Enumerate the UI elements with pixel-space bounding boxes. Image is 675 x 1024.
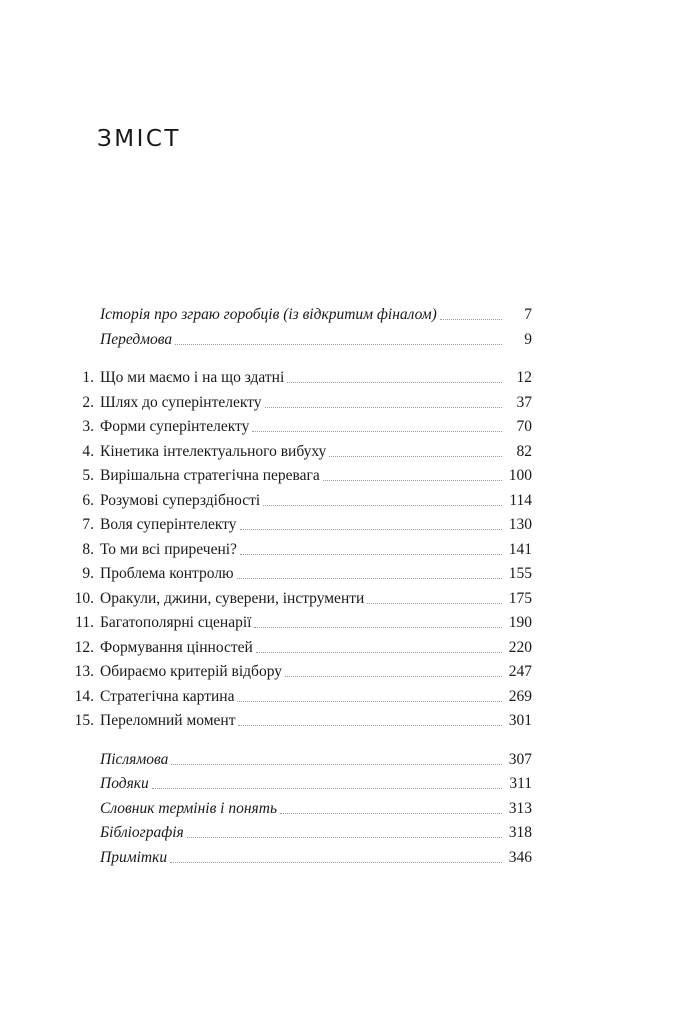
toc-chapter[interactable] <box>0 440 675 465</box>
dot-leader <box>265 406 502 408</box>
chapter-title: Воля суперінтелекту <box>100 516 237 533</box>
dot-leader <box>171 763 502 765</box>
toc-entry-page: 318 <box>508 824 532 841</box>
toc-entry[interactable] <box>0 328 675 353</box>
toc-chapter[interactable] <box>0 464 675 489</box>
dot-leader <box>287 381 502 383</box>
toc-entry-title: Історія про зграю горобців (із відкритим фіналом) <box>100 306 437 323</box>
toc-entry-line <box>100 660 532 685</box>
toc-chapter[interactable] <box>0 538 675 563</box>
dot-leader <box>323 479 502 481</box>
toc-entry-line <box>100 587 532 612</box>
dot-leader <box>254 626 502 628</box>
toc-entry-page: 313 <box>508 799 532 817</box>
toc-entry-line <box>100 328 532 353</box>
chapter-page: 37 <box>516 393 532 411</box>
dot-leader <box>329 455 502 457</box>
toc-chapter[interactable] <box>0 636 675 661</box>
toc-entry-line <box>100 440 532 465</box>
dot-leader <box>187 836 502 838</box>
chapter-number: 4. <box>82 442 94 460</box>
toc-chapter[interactable] <box>0 391 675 416</box>
chapter-number: 15. <box>74 712 94 729</box>
toc-chapter[interactable] <box>0 562 675 587</box>
toc-chapter[interactable] <box>0 489 675 514</box>
toc-chapter[interactable] <box>0 685 675 710</box>
back-matter-list <box>0 748 675 871</box>
chapter-number: 1. <box>82 369 94 386</box>
toc-entry-line <box>100 748 532 773</box>
chapter-page: 269 <box>508 687 532 705</box>
chapter-page: 155 <box>508 565 532 582</box>
chapter-number: 5. <box>82 467 94 484</box>
toc-entry-line <box>100 709 532 734</box>
toc-entry[interactable] <box>0 303 675 328</box>
toc-entry-title: Подяки <box>100 775 149 792</box>
toc-entry-line <box>100 513 532 538</box>
toc-entry-title: Післямова <box>100 750 169 768</box>
chapter-number: 9. <box>82 565 94 582</box>
chapter-title: Розумові суперздібності <box>100 491 261 509</box>
chapter-number: 6. <box>82 491 94 509</box>
toc-entry-line <box>100 464 532 489</box>
toc-chapter[interactable] <box>0 660 675 685</box>
chapter-number: 12. <box>74 638 94 656</box>
toc-chapter[interactable] <box>0 587 675 612</box>
toc-entry[interactable] <box>0 846 675 871</box>
dot-leader <box>256 651 502 653</box>
dot-leader <box>240 553 502 555</box>
toc-chapter[interactable] <box>0 709 675 734</box>
chapter-page: 12 <box>516 369 532 386</box>
chapter-number: 11. <box>75 614 94 631</box>
toc-entry[interactable] <box>0 821 675 846</box>
dot-leader <box>252 430 502 432</box>
toc-entry[interactable] <box>0 797 675 822</box>
chapter-number: 3. <box>82 418 94 435</box>
chapter-page: 82 <box>516 442 532 460</box>
toc-entry-line <box>100 846 532 871</box>
toc-entry-line <box>100 562 532 587</box>
toc-entry-page: 9 <box>524 330 532 348</box>
toc-entry-title: Словник термінів і понять <box>100 799 278 817</box>
toc-entry-page: 346 <box>508 848 532 866</box>
toc-chapter[interactable] <box>0 366 675 391</box>
page-title: ЗМІСТ <box>97 126 181 152</box>
toc-entry-line <box>100 772 532 797</box>
chapter-title: Оракули, джини, суверени, інструменти <box>100 589 365 607</box>
dot-leader <box>280 812 502 814</box>
toc-entry-title: Бібліографія <box>100 824 184 841</box>
toc-entry-line <box>100 415 532 440</box>
toc-entry-page: 307 <box>508 750 532 768</box>
chapter-number: 8. <box>82 540 94 558</box>
chapter-number: 2. <box>82 393 94 411</box>
toc-entry-title: Примітки <box>100 848 168 866</box>
chapter-number: 10. <box>74 589 94 607</box>
chapter-page: 301 <box>508 712 532 729</box>
chapter-page: 100 <box>508 467 532 484</box>
chapter-title: То ми всі приречені? <box>100 540 237 558</box>
chapter-title: Формування цінностей <box>100 638 253 656</box>
chapter-number: 7. <box>82 516 94 533</box>
chapter-title: Шлях до суперінтелекту <box>100 393 262 411</box>
toc-entry-line <box>100 797 532 822</box>
toc-entry-title: Передмова <box>100 330 173 348</box>
chapter-page: 190 <box>508 614 532 631</box>
chapter-title: Вирішальна стратегічна перевага <box>100 467 320 484</box>
toc-chapter[interactable] <box>0 513 675 538</box>
chapter-page: 70 <box>516 418 532 435</box>
dot-leader <box>237 577 502 579</box>
toc-entry-page: 7 <box>524 306 532 323</box>
dot-leader <box>170 861 502 863</box>
front-matter-list <box>0 303 675 352</box>
dot-leader <box>285 675 502 677</box>
dot-leader <box>263 504 502 506</box>
toc-entry-line <box>100 821 532 846</box>
toc-entry-line <box>100 391 532 416</box>
chapter-title: Кінетика інтелектуального вибуху <box>100 442 327 460</box>
dot-leader <box>152 787 502 789</box>
toc-entry[interactable] <box>0 748 675 773</box>
chapter-page: 130 <box>508 516 532 533</box>
dot-leader <box>240 528 503 530</box>
chapters-list <box>0 366 675 734</box>
toc-entry-line <box>100 636 532 661</box>
chapter-title: Переломний момент <box>100 712 236 729</box>
dot-leader <box>238 724 502 726</box>
toc-entry-line <box>100 489 532 514</box>
toc-entry-line <box>100 685 532 710</box>
table-of-contents <box>0 303 675 870</box>
chapter-number: 13. <box>74 663 94 680</box>
toc-entry-page: 311 <box>509 775 532 792</box>
toc-entry-line <box>100 366 532 391</box>
dot-leader <box>237 700 502 702</box>
chapter-title: Багатополярні сценарії <box>100 614 252 631</box>
chapter-page: 175 <box>508 589 532 607</box>
chapter-title: Стратегічна картина <box>100 687 235 705</box>
chapter-page: 141 <box>508 540 532 558</box>
toc-entry[interactable] <box>0 772 675 797</box>
chapter-page: 247 <box>508 663 532 680</box>
dot-leader <box>367 602 502 604</box>
chapter-page: 114 <box>509 491 532 509</box>
toc-entry-line <box>100 611 532 636</box>
chapter-number: 14. <box>74 687 94 705</box>
toc-chapter[interactable] <box>0 611 675 636</box>
toc-entry-line <box>100 303 532 328</box>
toc-entry-line <box>100 538 532 563</box>
chapter-title: Проблема контролю <box>100 565 234 582</box>
dot-leader <box>175 343 502 345</box>
chapter-title: Форми суперінтелекту <box>100 418 250 435</box>
chapter-title: Що ми маємо і на що здатні <box>100 369 285 386</box>
chapter-title: Обираємо критерій відбору <box>100 663 282 680</box>
dot-leader <box>440 318 502 320</box>
toc-chapter[interactable] <box>0 415 675 440</box>
chapter-page: 220 <box>508 638 532 656</box>
